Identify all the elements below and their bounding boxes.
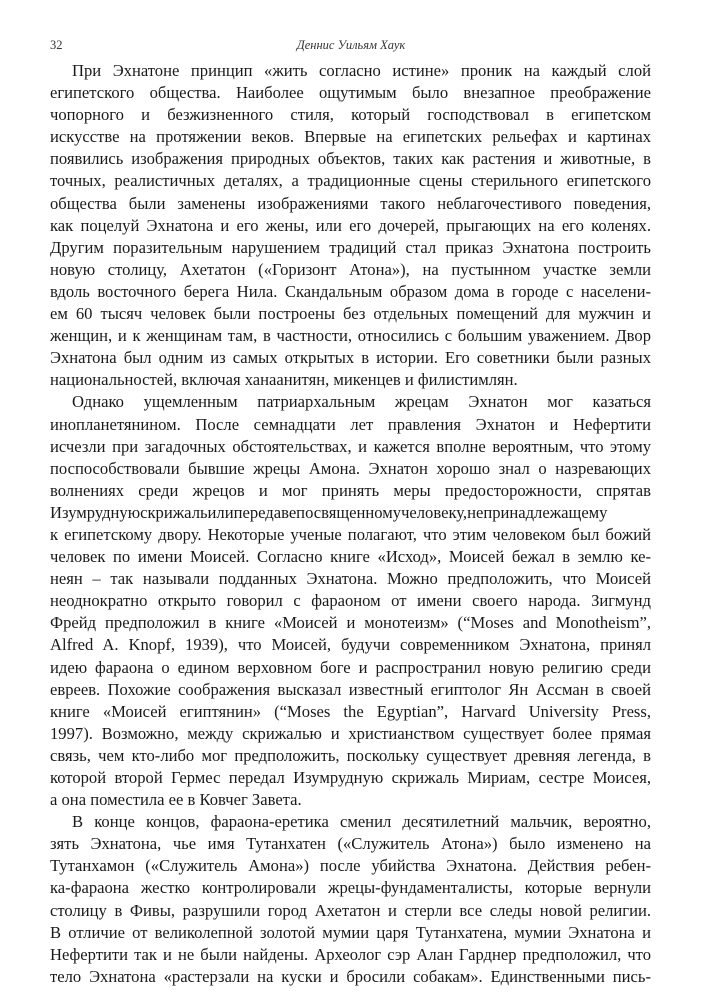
text-line: национальностей, включая ханаанитян, микенцев и филистимлян.: [50, 370, 518, 390]
text-line: связь, чем кто-либо мог предположить, поскольку существует древняя легенда, в: [50, 745, 651, 765]
text-line: ка-фараона жестко контролировали жрецы-фундаменталисты, которые вернули: [50, 878, 651, 898]
text-line: поспособствовали бывшие жрецы Амона. Эхнатон хорошо знал о назревающих: [50, 458, 651, 478]
text-line: вдоль восточного берега Нила. Скандальным образом дома в городе с населени-: [50, 281, 651, 301]
text-line: Фрейд предположил в книге «Моисей и монотеизм» (“Moses and Monotheism”,: [50, 613, 651, 633]
text-line: Другим поразительным нарушением традиций стал приказ Эхнатона построить: [50, 237, 651, 257]
text-line: Изумруднуюскрижальилипередавепосвященномучеловеку,непринадлежащему: [50, 502, 608, 522]
body-text: [50, 60, 651, 988]
text-line: женщин, и к женщинам там, в частности, относились с большим уважением. Двор: [50, 326, 651, 346]
text-line: волнениях среди жрецов и мог принять меры предосторожности, спрятав: [50, 480, 651, 500]
text-line: исчезли при загадочных обстоятельствах, и кажется вполне вероятным, что этому: [50, 436, 651, 456]
text-line: Эхнатона был одним из самых открытых в истории. Его советники были разных: [50, 348, 651, 368]
text-line: В отличие от великолепной золотой мумии царя Тутанхатена, мумии Эхнатона и: [50, 922, 651, 942]
text-line: Нефертити так и не были найдены. Археолог сэр Алан Гарднер предположил, что: [50, 944, 651, 964]
text-line: к египетскому двору. Некоторые ученые полагают, что этим человеком был божий: [50, 524, 651, 544]
text-line: искусстве на протяжении веков. Впервые на египетских рельефах и картинах: [50, 127, 651, 147]
text-line: неоднократно открыто говорил с фараоном от имени своего народа. Зигмунд: [50, 591, 651, 611]
text-line: идею фараона о едином верховном боге и распространил новую религию среди: [50, 657, 651, 677]
text-line: Alfred A. Knopf, 1939), что Моисей, будучи современником Эхнатона, принял: [50, 635, 651, 655]
text-line: египетского общества. Наиболее ощутимым было внезапное преображение: [50, 83, 651, 103]
text-line: евреев. Похожие соображения высказал известный египтолог Ян Ассман в своей: [50, 679, 651, 699]
text-line: столицу в Фивы, разрушили город Ахетатон и стерли все следы новой религии.: [50, 900, 651, 920]
text-line: человек по имени Моисей. Согласно книге «Исход», Моисей бежал в землю ке-: [50, 547, 651, 567]
text-line: чопорного и безжизненного стиля, который господствовал в египетском: [50, 105, 651, 125]
text-line: неян – так называли подданных Эхнатона. Можно предположить, что Моисей: [50, 569, 651, 589]
page-number: 32: [50, 38, 63, 52]
text-line: Однако ущемленным патриархальным жрецам Эхнатон мог казаться: [72, 392, 651, 412]
text-line: как поцелуй Эхнатона и его жены, или его дочерей, прыгающих на его коленях.: [50, 215, 651, 235]
text-line: зять Эхнатона, чье имя Тутанхатен («Служитель Атона») было изменено на: [50, 834, 651, 854]
text-line: инопланетянином. После семнадцати лет правления Эхнатон и Нефертити: [50, 414, 651, 434]
text-line: которой второй Гермес передал Изумрудную скрижаль Мириам, сестре Моисея,: [50, 768, 651, 787]
text-line: общества были заменены изображениями такого неблагочестивого поведения,: [50, 193, 651, 213]
text-line: При Эхнатоне принцип «жить согласно истине» проник на каждый слой: [72, 61, 651, 80]
text-line: тело Эхнатона «растерзали на куски и бросили собакам». Единственными пись-: [50, 966, 651, 986]
text-line: Тутанхамон («Служитель Амона») после убийства Эхнатона. Действия ребен-: [50, 856, 651, 876]
text-line: книге «Моисей египтянин» (“Moses the Egyptian”, Harvard University Press,: [50, 701, 651, 721]
running-title: Деннис Уильям Хаук: [296, 38, 406, 52]
text-line: а она поместила ее в Ковчег Завета.: [50, 790, 302, 810]
text-line: В конце концов, фараона-еретика сменил десятилетний мальчик, вероятно,: [72, 812, 651, 832]
text-line: новую столицу, Ахетатон («Горизонт Атона»), на пустынном участке земли: [50, 259, 651, 279]
text-line: ем 60 тысяч человек были построены без отдельных помещений для мужчин и: [50, 304, 651, 324]
text-line: появились изображения природных объектов, таких как растения и животные, в: [50, 149, 651, 169]
text-line: 1997). Возможно, между скрижалью и христианством существует более прямая: [50, 723, 651, 743]
page-header: [50, 38, 652, 54]
text-line: точных, реалистичных деталях, а традиционные сцены стерильного египетского: [50, 171, 651, 191]
